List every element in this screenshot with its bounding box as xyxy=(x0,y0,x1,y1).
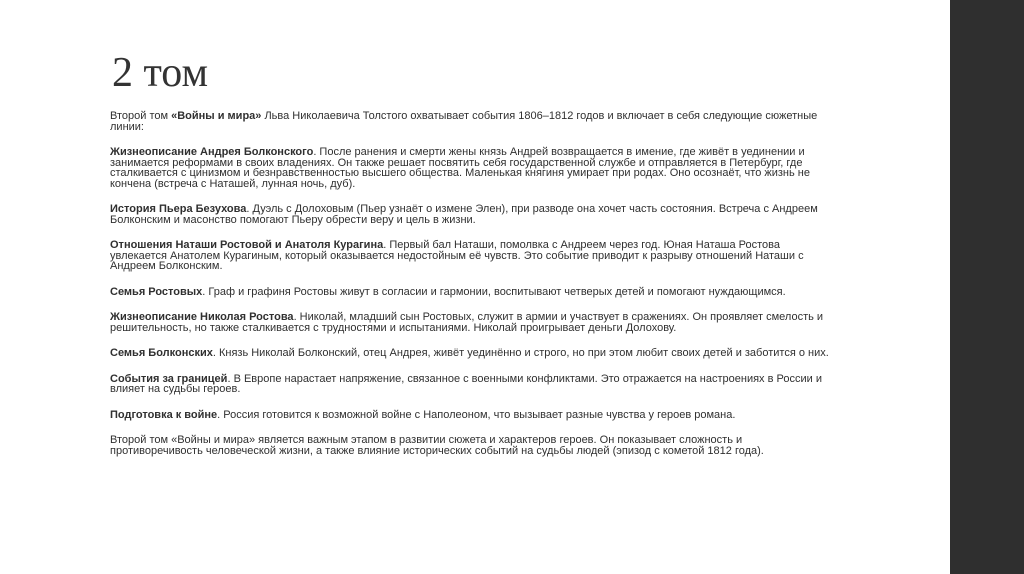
section-paragraph-bolkonsky-family xyxy=(110,348,830,359)
section-text: . Дуэль с Долоховым (Пьер узнаёт о измене Элен), при разводе она хочет часть состояния. Встреча с Андреем Болконским и масонство помогают Пьеру обрести веру и цель в жизни. xyxy=(110,203,818,226)
section-text: . Князь Николай Болконский, отец Андрея, живёт уединённо и строго, но при этом любит своих детей и заботится о них. xyxy=(212,347,829,359)
slide-body xyxy=(110,111,830,456)
section-paragraph-rostovs xyxy=(110,287,830,298)
section-text: . Первый бал Наташи, помолвка с Андреем через год. Юная Наташа Ростова увлекается Анатолем Курагиным, который оказывается недостойным её чувств. Это событие приводит к разрыву отношений Наташи с Андреем Болконским. xyxy=(110,239,804,272)
right-sidebar xyxy=(950,0,1024,574)
intro-text-before: Второй том xyxy=(110,110,172,122)
conclusion-paragraph: Второй том «Войны и мира» является важным этапом в развитии сюжета и характеров героев. Он показывает сложность и противоречивость человеческой жизни, а также влияние исторических событий на судьбы людей (эпизод с кометой 1812 года). xyxy=(110,434,764,457)
intro-bold-title: «Войны и мира» xyxy=(171,110,262,122)
section-heading: Семья Болконских xyxy=(110,347,213,359)
section-heading: Жизнеописание Андрея Болконского xyxy=(110,146,314,158)
section-paragraph-natasha xyxy=(110,240,830,272)
section-heading: События за границей xyxy=(110,372,228,385)
section-paragraph-war-prep xyxy=(110,410,830,421)
section-heading: Жизнеописание Николая Ростова xyxy=(110,311,294,323)
section-heading: Семья Ростовых xyxy=(110,285,203,298)
section-text: . Россия готовится к возможной войне с Наполеоном, что вызывает разные чувства у героев романа. xyxy=(217,408,736,421)
section-heading: Подготовка к войне xyxy=(110,408,218,421)
section-heading: Отношения Наташи Ростовой и Анатоля Курагина xyxy=(110,239,384,251)
intro-paragraph xyxy=(110,111,830,132)
intro-text-after: Льва Николаевича Толстого охватывает события 1806–1812 годов и включает в себя следующие сюжетные линии: xyxy=(110,110,818,133)
section-paragraph-andrey xyxy=(110,147,830,189)
section-paragraph-pierre xyxy=(110,204,830,225)
section-paragraph-abroad xyxy=(110,374,830,395)
section-text: . В Европе нарастает напряжение, связанное с военными конфликтами. Это отражается на настроениях в России и влияет на судьбы героев. xyxy=(110,372,822,395)
section-text: . Граф и графиня Ростовы живут в согласии и гармонии, воспитывают четверых детей и помогают нуждающимся. xyxy=(202,285,786,298)
section-text: . После ранения и смерти жены князь Андрей возвращается в имение, где живёт в уединении и занимается реформами в своих владениях. Он также решает посвятить себя государственной службе и отправляется в Петербург, где сталкивается с цинизмом и безнравственностью высшего общества. Маленькая княгиня умирает при родах. Оно осознаёт, что жизнь не кончена (встреча с Наташей, лунная ночь, дуб). xyxy=(110,146,810,190)
section-heading: История Пьера Безухова xyxy=(110,203,247,215)
section-paragraph-nikolay xyxy=(110,312,830,333)
section-text: . Николай, младший сын Ростовых, служит в армии и участвует в сражениях. Он проявляет смелость и решительность, но также сталкивается с трудностями и испытаниями. Николай проигрывает деньги Долохову. xyxy=(110,311,824,334)
slide-title: 2 том xyxy=(112,50,209,96)
